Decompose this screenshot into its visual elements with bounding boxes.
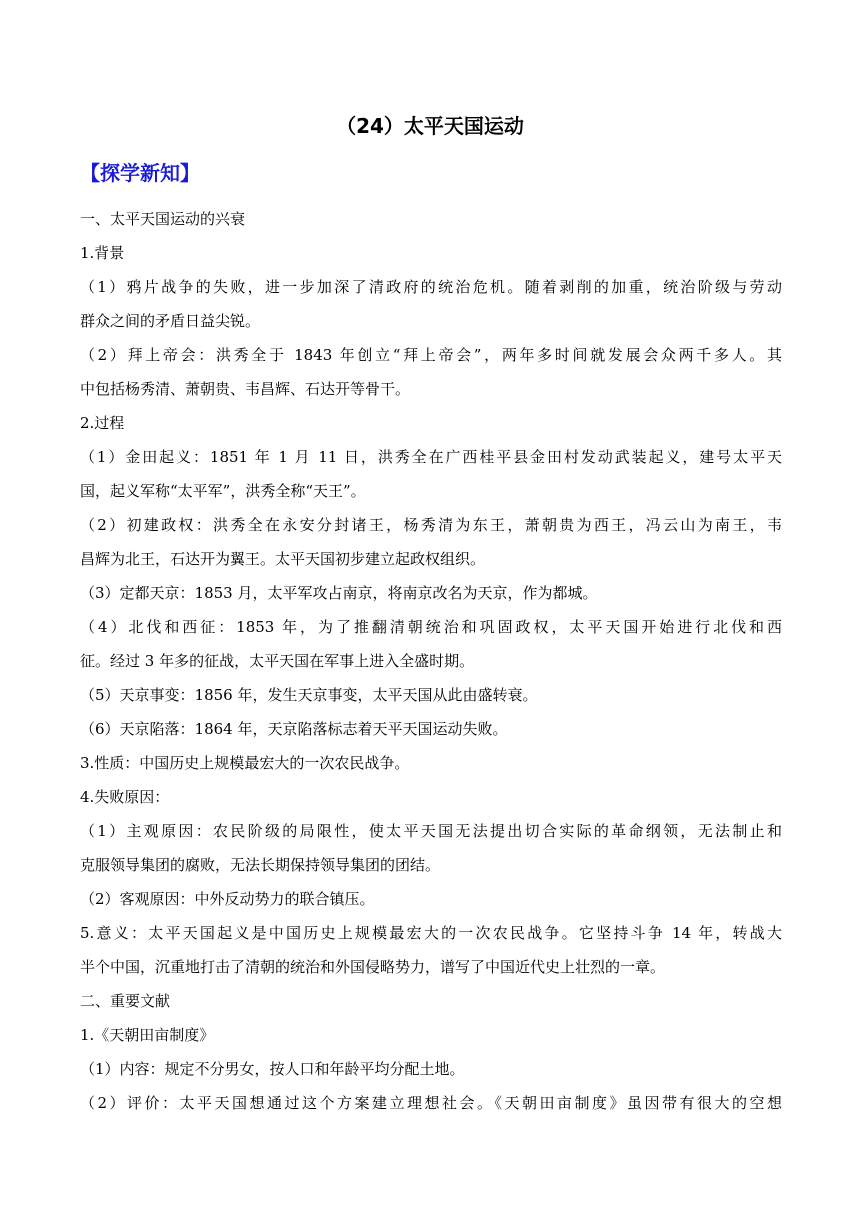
subheading-process: 2.过程: [80, 414, 125, 432]
paragraph-line: （1）内容：规定不分男女，按人口和年龄平均分配土地。: [80, 1060, 465, 1078]
subheading-significance: 5.意义：太平天国起义是中国历史上规模最宏大的一次农民战争。它坚持斗争 14 年，转战大: [80, 924, 782, 942]
paragraph-line: （2）客观原因：中外反动势力的联合镇压。: [80, 890, 375, 908]
paragraph-line: （1）金田起义：1851 年 1 月 11 日，洪秀全在广西桂平县金田村发动武装起义，建号太平天: [80, 448, 782, 466]
paragraph-line: 群众之间的矛盾日益尖锐。: [80, 312, 261, 330]
paragraph-line: 国，起义军称“太平军”，洪秀全称“天王”。: [80, 482, 366, 500]
paragraph-line: 征。经过 3 年多的征战，太平天国在军事上进入全盛时期。: [80, 652, 475, 670]
document-title: （24）太平天国运动: [336, 114, 524, 138]
paragraph-line: （5）天京事变：1856 年，发生天京事变，太平天国从此由盛转衰。: [80, 686, 538, 704]
paragraph-line: （2）初建政权：洪秀全在永安分封诸王，杨秀清为东王，萧朝贵为西王，冯云山为南王，韦: [80, 516, 782, 534]
document-body: [80, 202, 782, 1120]
paragraph-line: （1）主观原因：农民阶级的局限性，使太平天国无法提出切合实际的革命纲领，无法制止和: [80, 822, 782, 840]
heading-rise-and-fall: 一、太平天国运动的兴衰: [80, 210, 246, 228]
subheading-land-system: 1.《天朝田亩制度》: [80, 1026, 215, 1044]
paragraph-line: 昌辉为北王，石达开为翼王。太平天国初步建立起政权组织。: [80, 550, 486, 568]
paragraph-line: 克服领导集团的腐败，无法长期保持领导集团的团结。: [80, 856, 441, 874]
paragraph-line: 中包括杨秀清、萧朝贵、韦昌辉、石达开等骨干。: [80, 380, 411, 398]
heading-important-documents: 二、重要文献: [80, 992, 171, 1010]
section-heading: 【探学新知】: [80, 161, 200, 185]
subheading-failure-reasons: 4.失败原因：: [80, 788, 170, 806]
paragraph-line: （3）定都天京：1853 月，太平军攻占南京，将南京改名为天京，作为都城。: [80, 584, 598, 602]
subheading-nature: 3.性质：中国历史上规模最宏大的一次农民战争。: [80, 754, 410, 772]
paragraph-line: 半个中国，沉重地打击了清朝的统治和外国侵略势力，谱写了中国近代史上壮烈的一章。: [80, 958, 666, 976]
paragraph-line: （1）鸦片战争的失败，进一步加深了清政府的统治危机。随着剥削的加重，统治阶级与劳动: [80, 278, 782, 296]
paragraph-line: （6）天京陷落：1864 年，天京陷落标志着天平天国运动失败。: [80, 720, 508, 738]
paragraph-line: （2）评价：太平天国想通过这个方案建立理想社会。《天朝田亩制度》虽因带有很大的空想: [80, 1094, 782, 1112]
subheading-background: 1.背景: [80, 244, 125, 262]
paragraph-line: （2）拜上帝会：洪秀全于 1843 年创立“拜上帝会”，两年多时间就发展会众两千多人。其: [80, 346, 782, 364]
paragraph-line: （4）北伐和西征：1853 年，为了推翻清朝统治和巩固政权，太平天国开始进行北伐和西: [80, 618, 782, 636]
